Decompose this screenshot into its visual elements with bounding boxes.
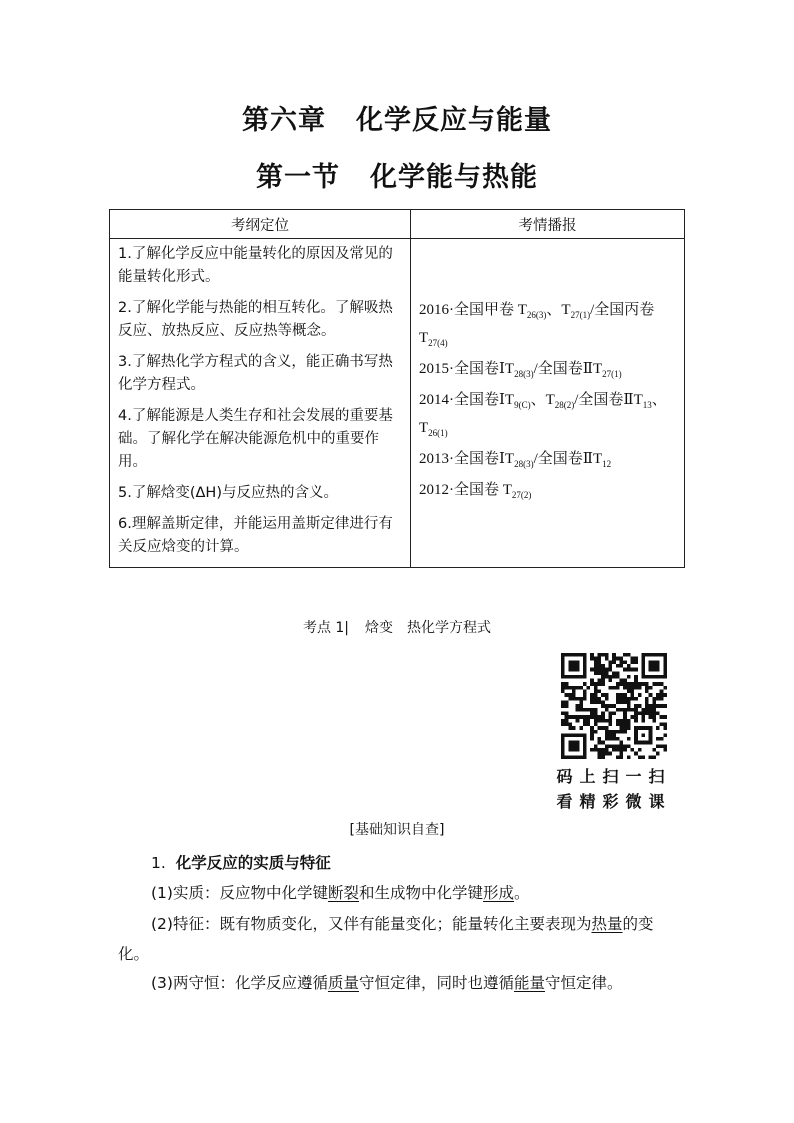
chapter-name: 化学反应与能量 bbox=[356, 105, 552, 136]
point-title: 焓变 热化学方程式 bbox=[365, 620, 492, 636]
qr-caption-line2: 看精彩微课 bbox=[556, 792, 672, 811]
table-header-exam-info: 考情播报 bbox=[411, 210, 685, 239]
blank-answer: 热量 bbox=[591, 915, 623, 933]
exam-ref-2014: 2014·全国卷$ⅠT_{9(C)}$、$T_{28(2)}/$全国卷$ⅡT_{13}$、$T_{26(1)}$ bbox=[419, 392, 667, 438]
exam-ref-2016: 2016·全国甲卷 $T_{26(3)}$、$T_{27(1)}/$全国丙卷 $T_{27(4)}$ bbox=[419, 302, 655, 348]
paragraph-conservation: (3)两守恒：化学反应遵循质量守恒定律，同时也遵循能量守恒定律。 bbox=[151, 974, 623, 992]
paragraph-essence: (1)实质：反应物中化学键断裂和生成物中化学键形成。 bbox=[151, 884, 530, 902]
basics-heading: [基础知识自查] bbox=[349, 822, 445, 838]
objective-item: 5.了解焓变(ΔH)与反应热的含义。 bbox=[118, 485, 338, 501]
objective-item: 6.理解盖斯定律，并能运用盖斯定律进行有关反应焓变的计算。 bbox=[118, 516, 393, 555]
blank-answer: 形成 bbox=[483, 884, 515, 902]
exam-ref-2012: 2012·全国卷 $T_{27(2)}$ bbox=[419, 482, 532, 500]
exam-ref-2015: 2015·全国卷$ⅠT_{28(3)}/$全国卷$ⅡT_{27(1)}$ bbox=[419, 361, 622, 379]
point-heading bbox=[0, 617, 794, 637]
objectives-cell bbox=[110, 239, 411, 568]
table-header-syllabus: 考纲定位 bbox=[110, 210, 411, 239]
point-label: 考点 1| bbox=[302, 620, 350, 636]
exam-refs-cell bbox=[411, 239, 685, 568]
blank-answer: 质量 bbox=[327, 974, 359, 992]
blank-answer: 断裂 bbox=[327, 884, 359, 902]
qr-code[interactable] bbox=[556, 653, 672, 759]
objective-item: 1.了解化学反应中能量转化的原因及常见的能量转化形式。 bbox=[118, 246, 393, 285]
section-title bbox=[0, 155, 794, 194]
blank-answer: 能量 bbox=[514, 974, 546, 992]
qr-caption-line1: 码上扫一扫 bbox=[556, 767, 672, 786]
content-heading: 1. 化学反应的实质与特征 bbox=[151, 854, 331, 872]
objective-item: 4.了解能源是人类生存和社会发展的重要基础。了解化学在解决能源危机中的重要作用。 bbox=[118, 408, 393, 470]
paragraph-features: (2)特征：既有物质变化，又伴有能量变化；能量转化主要表现为热量的变化。 bbox=[118, 915, 654, 963]
section-number: 第一节 bbox=[256, 162, 340, 193]
section-name: 化学能与热能 bbox=[370, 162, 538, 193]
objective-item: 3.了解热化学方程式的含义，能正确书写热化学方程式。 bbox=[118, 354, 393, 393]
chapter-number: 第六章 bbox=[242, 105, 326, 136]
objective-item: 2.了解化学能与热能的相互转化。了解吸热反应、放热反应、反应热等概念。 bbox=[118, 300, 393, 339]
syllabus-table bbox=[109, 209, 685, 568]
chapter-title bbox=[0, 98, 794, 137]
exam-ref-2013: 2013·全国卷$ⅠT_{28(3)}/$全国卷$ⅡT_{12}$ bbox=[419, 451, 612, 469]
